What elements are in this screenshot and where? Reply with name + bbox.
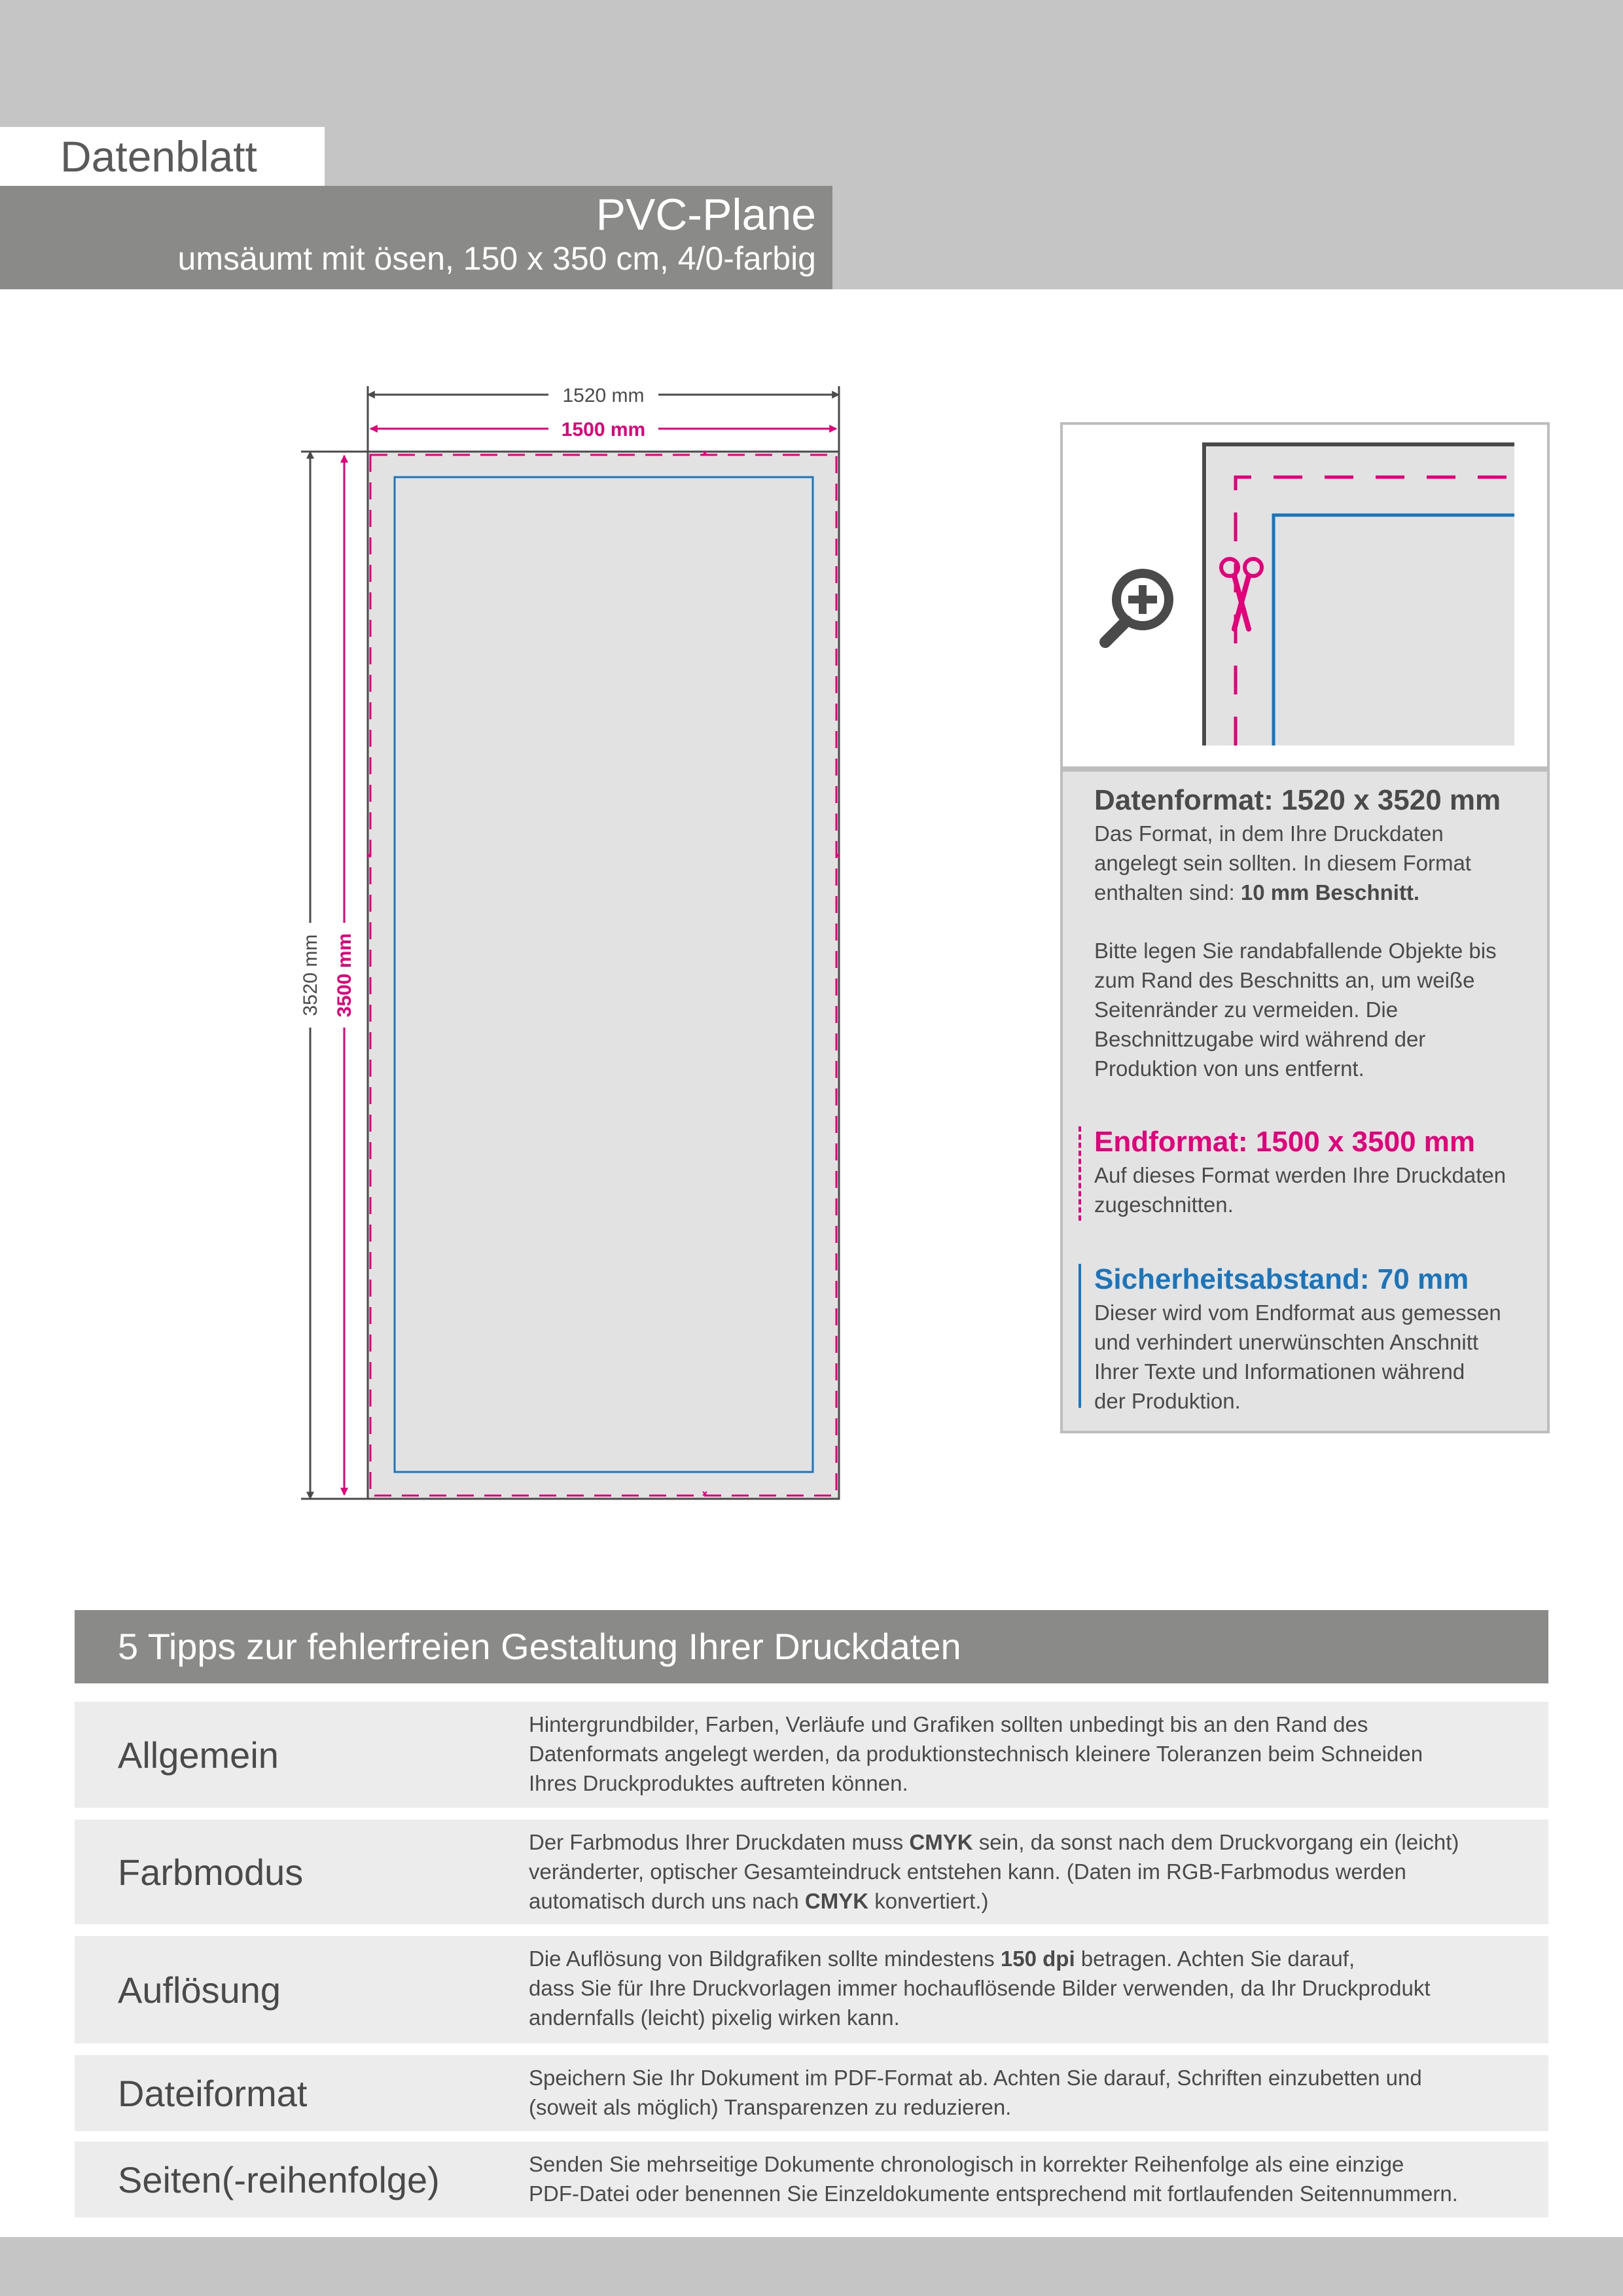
tip-line-bold: CMYK [804, 1889, 869, 1913]
tip-row-aufloesung [75, 1936, 1548, 2043]
tip-line: Hintergrundbilder, Farben, Verläufe und Grafiken sollten unbedingt bis an den Rand des [529, 1712, 1368, 1736]
safety-line-2: und verhindert unerwünschten Anschnitt [1094, 1330, 1479, 1354]
zoom-detail-illustration [1063, 425, 1547, 766]
bleed-value: 10 mm Beschnitt. [1240, 880, 1420, 905]
tip-line [529, 1827, 1537, 1857]
safety-margin-marker [1079, 1264, 1081, 1408]
data-format-area [368, 452, 839, 1499]
endformat-heading: Endformat: 1500 x 3500 mm [1094, 1126, 1476, 1158]
datenformat-line-1: Das Format, in dem Ihre Druckdaten [1094, 821, 1444, 846]
product-title: PVC-Plane [596, 190, 816, 240]
safety-line-3: Ihrer Texte und Informationen während [1094, 1359, 1465, 1384]
tip-row-farbmodus [75, 1820, 1548, 1924]
tip-line-part: Der Farbmodus Ihrer Druckdaten muss [529, 1830, 910, 1854]
footer-band [0, 2237, 1623, 2296]
tip-line: Datenformats angelegt werden, da produktionstechnisch kleinere Toleranzen beim Schneiden [529, 1742, 1423, 1766]
tip-title: Seiten(-reihenfolge) [118, 2159, 440, 2200]
tip-line: Senden Sie mehrseitige Dokumente chronologisch in korrekter Reihenfolge als eine einzige [529, 2152, 1404, 2176]
tip-line [529, 1944, 1537, 1973]
datenformat-line-3 [1094, 878, 1501, 907]
tip-line [529, 1886, 1537, 1916]
datenformat-paragraph-2 [1094, 936, 1501, 1083]
datenformat-line-3-text: enthalten sind: [1094, 880, 1241, 905]
tip-line: dass Sie für Ihre Druckvorlagen immer hochauflösende Bilder verwenden, da Ihr Druckprodukt [529, 1976, 1431, 2000]
tip-line-part: Die Auflösung von Bildgrafiken sollte mindestens [529, 1946, 1001, 1971]
height-outer-label: 3520 mm [300, 934, 321, 1016]
tip-title: Dateiformat [118, 2072, 308, 2114]
tip-line-bold: CMYK [909, 1830, 973, 1854]
product-subtitle: umsäumt mit ösen, 150 x 350 cm, 4/0-farbig [177, 240, 816, 277]
tip-line: andernfalls (leicht) pixelig wirken kann. [529, 2005, 900, 2030]
height-inner-label: 3500 mm [334, 933, 355, 1018]
bleed-line-5: Produktion von uns entfernt. [1094, 1056, 1364, 1081]
zoom-in-icon [1105, 573, 1169, 642]
width-inner-label: 1500 mm [561, 419, 646, 440]
tip-line-part: sein, da sonst nach dem Druckvorgang ein (leicht) [972, 1830, 1459, 1854]
endformat-line-2: zugeschnitten. [1094, 1193, 1234, 1217]
tip-line: PDF-Datei oder benennen Sie Einzeldokumente entsprechend mit fortlaufenden Seitennummern. [529, 2181, 1458, 2206]
sicherheitsabstand-heading: Sicherheitsabstand: 70 mm [1094, 1263, 1469, 1295]
tip-line-part: automatisch durch uns nach [529, 1889, 805, 1913]
width-outer-label: 1520 mm [562, 385, 645, 406]
tip-row-dateiformat [75, 2055, 1548, 2131]
tip-line-part: betragen. Achten Sie darauf, [1075, 1946, 1355, 1971]
tip-line: Speichern Sie Ihr Dokument im PDF-Format ab. Achten Sie darauf, Schriften einzubetten und [529, 2066, 1422, 2090]
endformat-text [1094, 1160, 1506, 1219]
bleed-line-1: Bitte legen Sie randabfallende Objekte bis [1094, 939, 1497, 963]
datenformat-line-2: angelegt sein sollten. In diesem Format [1094, 851, 1471, 875]
safety-line-1: Dieser wird vom Endformat aus gemessen [1094, 1300, 1501, 1325]
bleed-line-2: zum Rand des Beschnitts an, um weiße [1094, 968, 1475, 992]
endformat-line-1: Auf dieses Format werden Ihre Druckdaten [1094, 1163, 1507, 1187]
datenformat-heading: Datenformat: 1520 x 3520 mm [1094, 784, 1501, 816]
tip-line-bold: 150 dpi [1000, 1946, 1075, 1971]
tip-line: (soweit als möglich) Transparenzen zu reduzieren. [529, 2095, 1012, 2119]
bleed-line-4: Beschnittzugabe wird während der [1094, 1027, 1426, 1051]
tips-header: 5 Tipps zur fehlerfreien Gestaltung Ihrer Druckdaten [75, 1610, 1548, 1683]
sicherheitsabstand-section [1094, 1261, 1501, 1416]
tip-text [529, 1944, 1537, 2032]
tip-line-part: konvertiert.) [868, 1889, 989, 1913]
tip-text [529, 2063, 1537, 2122]
tip-line: Ihres Druckproduktes auftreten können. [529, 1771, 908, 1795]
endformat-section [1094, 1124, 1506, 1219]
final-format-marker [1079, 1126, 1081, 1221]
tip-line: veränderter, optischer Gesamteindruck entstehen kann. (Daten im RGB-Farbmodus werden [529, 1859, 1406, 1884]
tip-title: Auflösung [118, 1969, 281, 2011]
tip-text [529, 2149, 1537, 2208]
tip-title: Farbmodus [118, 1851, 304, 1893]
tip-text [529, 1827, 1537, 1916]
format-info-panel [1060, 769, 1550, 1433]
zoom-detail-panel [1060, 422, 1550, 769]
tip-text [529, 1710, 1537, 1798]
tip-title: Allgemein [118, 1734, 279, 1776]
bleed-line-3: Seitenränder zu vermeiden. Die [1094, 997, 1399, 1022]
sicherheitsabstand-text [1094, 1298, 1501, 1416]
safety-line-4: der Produktion. [1094, 1389, 1241, 1413]
tip-row-allgemein [75, 1702, 1548, 1808]
tip-row-seitenreihenfolge [75, 2142, 1548, 2217]
datenformat-section [1094, 782, 1501, 1083]
datenformat-text [1094, 819, 1501, 907]
document-type-label: Datenblatt [0, 127, 325, 186]
